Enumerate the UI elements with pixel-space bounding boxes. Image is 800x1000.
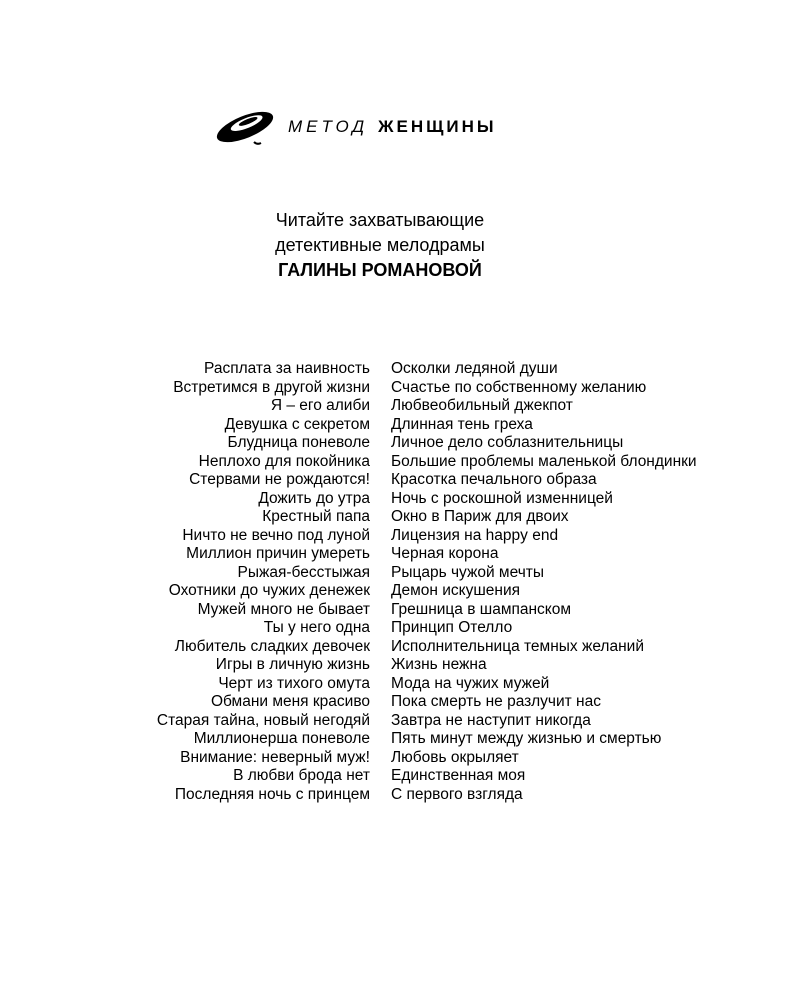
- book-title: Личное дело соблазнительницы: [391, 434, 624, 451]
- book-title: Миллионерша поневоле: [193, 730, 370, 747]
- book-title: Я – его алиби: [270, 397, 370, 414]
- book-title: Длинная тень греха: [391, 415, 533, 433]
- book-title: Последняя ночь с принцем: [174, 785, 370, 803]
- book-title: Пока смерть не разлучит нас: [391, 693, 601, 710]
- book-title: Стервами не рождаются!: [189, 471, 370, 488]
- book-title: Неплохо для покойника: [198, 452, 370, 470]
- book-title: Встретимся в другой жизни: [173, 378, 370, 396]
- series-name-word2: ЖЕНЩИНЫ: [378, 117, 497, 136]
- book-title: Жизнь нежна: [391, 656, 487, 673]
- book-title: Мода на чужих мужей: [391, 674, 550, 692]
- titles-right-column: [391, 360, 791, 804]
- book-title: Миллион причин умереть: [186, 545, 370, 562]
- book-title: Окно в Париж для двоих: [391, 508, 569, 525]
- book-title: Ничто не вечно под луной: [182, 526, 370, 544]
- book-title: В любви брода нет: [233, 767, 370, 784]
- book-title: Рыжая-бесстыжая: [237, 563, 370, 581]
- book-title: Большие проблемы маленькой блондинки: [391, 452, 697, 470]
- titles-left-column: [70, 360, 370, 804]
- book-title: Грешница в шампанском: [391, 600, 572, 618]
- book-title: Черная корона: [391, 545, 499, 562]
- series-logo: [210, 104, 497, 150]
- book-title: Старая тайна, новый негодяй: [156, 711, 370, 729]
- intro-block: [0, 208, 760, 283]
- book-title: Обмани меня красиво: [210, 693, 370, 710]
- book-title: Пять минут между жизнью и смертью: [391, 730, 662, 747]
- book-title: Рыцарь чужой мечты: [391, 563, 545, 581]
- book-title: Черт из тихого омута: [218, 674, 370, 692]
- book-title: Внимание: неверный муж!: [180, 748, 370, 766]
- book-title: Охотники до чужих денежек: [168, 582, 370, 599]
- book-title: Принцип Отелло: [391, 619, 513, 636]
- book-title: Расплата за наивность: [204, 360, 370, 377]
- book-title: Демон искушения: [391, 582, 521, 599]
- book-title: Любовь окрыляет: [391, 748, 519, 766]
- book-title: С первого взгляда: [391, 785, 523, 803]
- author-name: ГАЛИНЫ РОМАНОВОЙ: [278, 260, 482, 280]
- book-title: Исполнительница темных желаний: [391, 637, 644, 655]
- book-title: Блудница поневоле: [227, 434, 370, 451]
- book-title: Ночь с роскошной изменницей: [391, 489, 613, 507]
- series-name-word1: МЕТОД: [288, 117, 369, 136]
- book-title: Единственная моя: [391, 767, 526, 784]
- book-title: Игры в личную жизнь: [215, 656, 370, 673]
- book-title: Лицензия на happy end: [391, 526, 559, 544]
- intro-line-2: детективные мелодрамы: [275, 235, 485, 255]
- book-title: Девушка с секретом: [224, 415, 370, 433]
- book-title: Ты у него одна: [263, 619, 370, 636]
- intro-line-1: Читайте захватывающие: [275, 210, 485, 230]
- book-title: Крестный папа: [262, 508, 370, 525]
- book-title: Счастье по собственному желанию: [391, 378, 647, 396]
- series-name: [288, 117, 497, 137]
- book-title: Осколки ледяной души: [391, 360, 558, 377]
- book-title: Красотка печального образа: [391, 471, 597, 488]
- book-title: Дожить до утра: [258, 489, 370, 507]
- book-title: Мужей много не бывает: [197, 600, 370, 618]
- book-title: Любитель сладких девочек: [174, 637, 370, 655]
- book-title: Завтра не наступит никогда: [391, 711, 591, 729]
- book-title: Любвеобильный джекпот: [391, 397, 573, 414]
- planet-logo-icon: [210, 104, 280, 150]
